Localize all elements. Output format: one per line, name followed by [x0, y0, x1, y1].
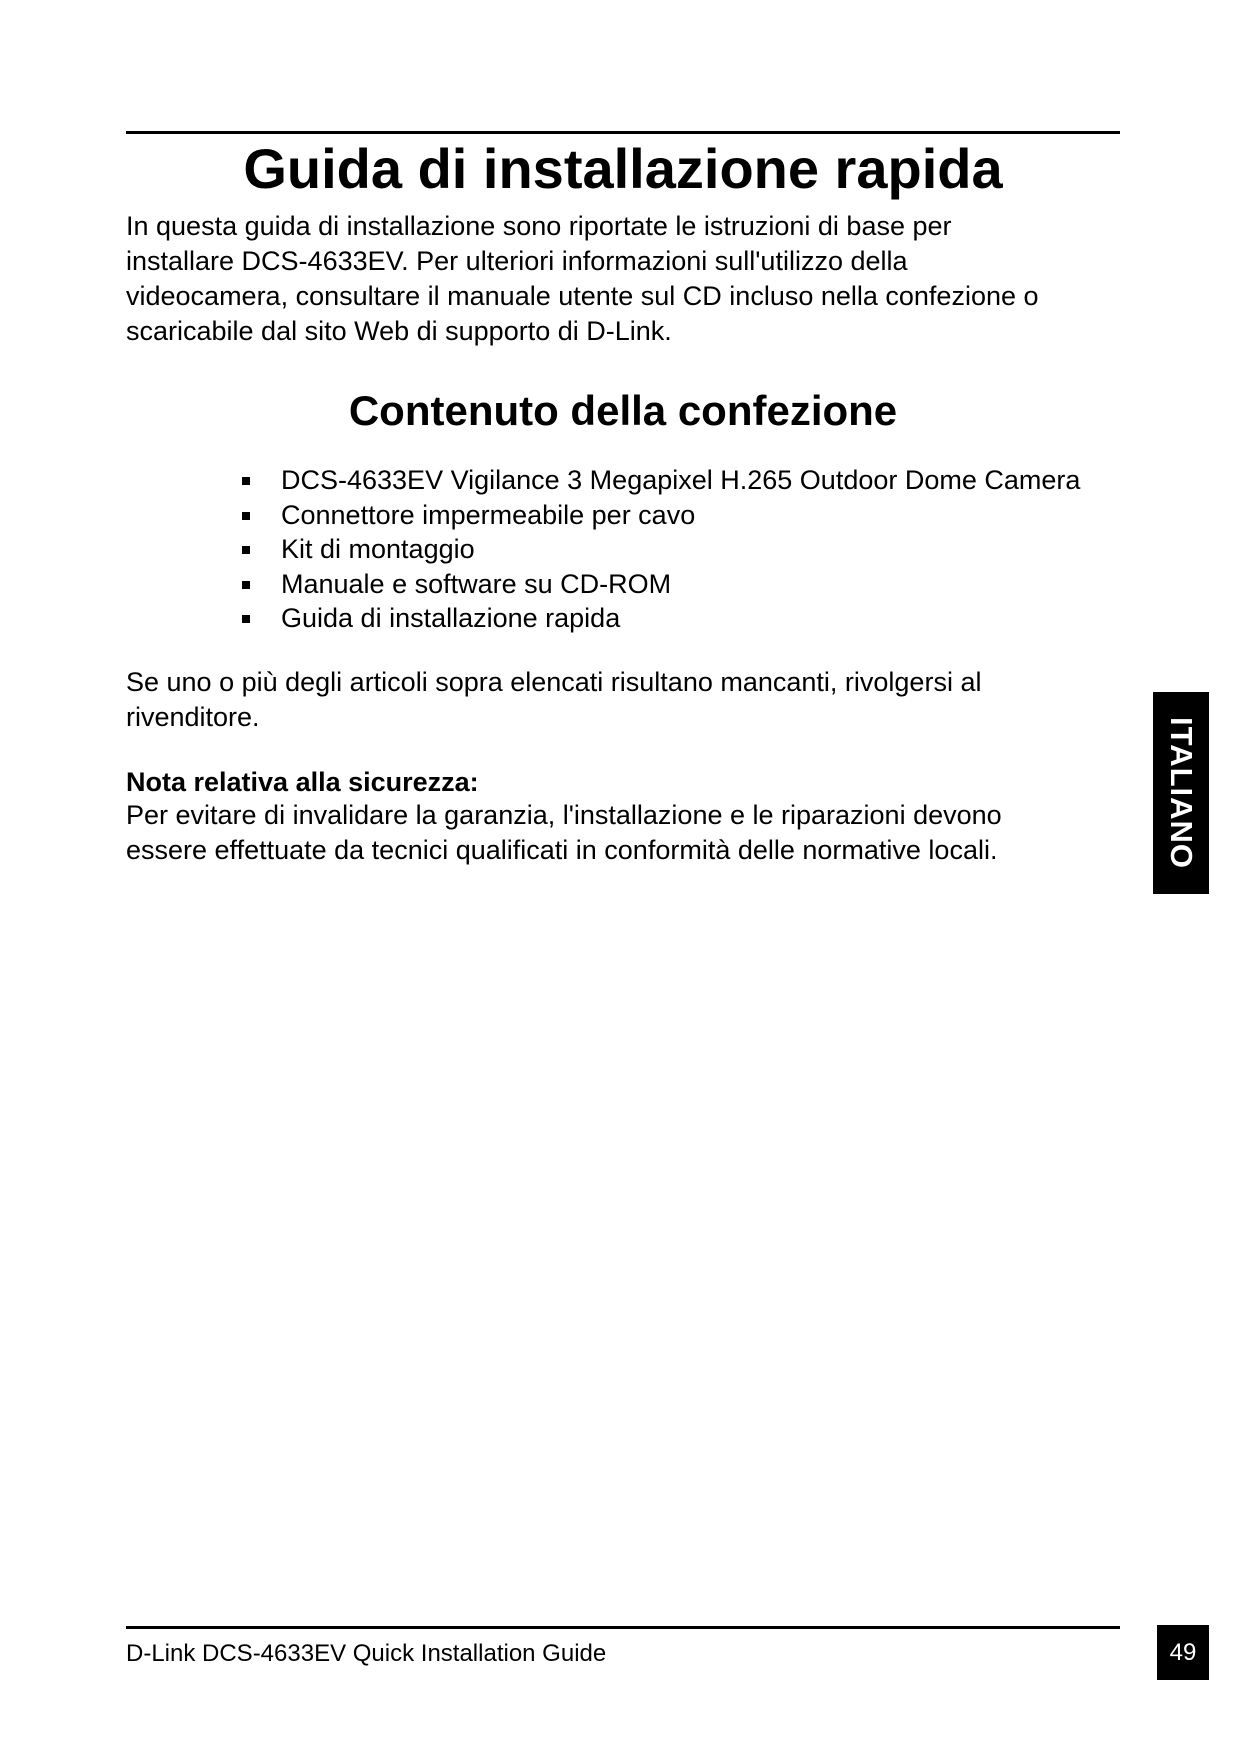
language-tab	[1153, 692, 1209, 894]
intro-paragraph	[126, 209, 1126, 349]
footer-rule	[126, 1626, 1120, 1629]
page-title: Guida di installazione rapida	[243, 137, 1003, 200]
page-number-box	[1157, 1625, 1209, 1680]
footer-guide-title: D-Link DCS-4633EV Quick Installation Guide	[126, 1640, 607, 1667]
missing-items-line: rivenditore.	[126, 702, 260, 732]
safety-note-line: essere effettuate da tecnici qualificati in conformità delle normative locali.	[126, 835, 998, 865]
intro-line: In questa guida di installazione sono riportate le istruzioni di base per	[126, 211, 952, 241]
intro-line: installare DCS-4633EV. Per ulteriori informazioni sull'utilizzo della	[126, 246, 908, 276]
list-item	[236, 567, 1136, 602]
safety-note-title: Nota relativa alla sicurezza:	[126, 767, 479, 797]
square-bullet-icon	[242, 477, 250, 485]
intro-line: videocamera, consultare il manuale utente sul CD incluso nella confezione o	[126, 281, 1039, 311]
missing-items-line: Se uno o più degli articoli sopra elencati risultano mancanti, rivolgersi al	[126, 667, 982, 697]
section-heading-package-contents: Contenuto della confezione	[348, 387, 898, 434]
safety-note-line: Per evitare di invalidare la garanzia, l'installazione e le riparazioni devono	[126, 800, 1002, 830]
language-tab-label: ITALIANO	[1164, 716, 1199, 870]
intro-line: scaricabile dal sito Web di supporto di D-Link.	[126, 316, 672, 346]
list-item-label: Kit di montaggio	[281, 534, 475, 564]
square-bullet-icon	[242, 546, 250, 554]
list-item	[236, 532, 1136, 567]
square-bullet-icon	[242, 581, 250, 589]
square-bullet-icon	[242, 512, 250, 520]
list-item	[236, 601, 1136, 636]
list-item-label: DCS-4633EV Vigilance 3 Megapixel H.265 Outdoor Dome Camera	[281, 465, 1081, 495]
safety-note-text	[126, 798, 1126, 868]
list-item	[236, 498, 1136, 533]
missing-items-paragraph	[126, 665, 1126, 735]
list-item	[236, 463, 1136, 498]
package-contents-list	[236, 463, 1136, 636]
page-number: 49	[1169, 1639, 1197, 1666]
list-item-label: Connettore impermeabile per cavo	[281, 499, 696, 530]
list-item-label: Guida di installazione rapida	[281, 603, 621, 633]
list-item-label: Manuale e software su CD-ROM	[281, 568, 672, 599]
square-bullet-icon	[242, 615, 250, 623]
